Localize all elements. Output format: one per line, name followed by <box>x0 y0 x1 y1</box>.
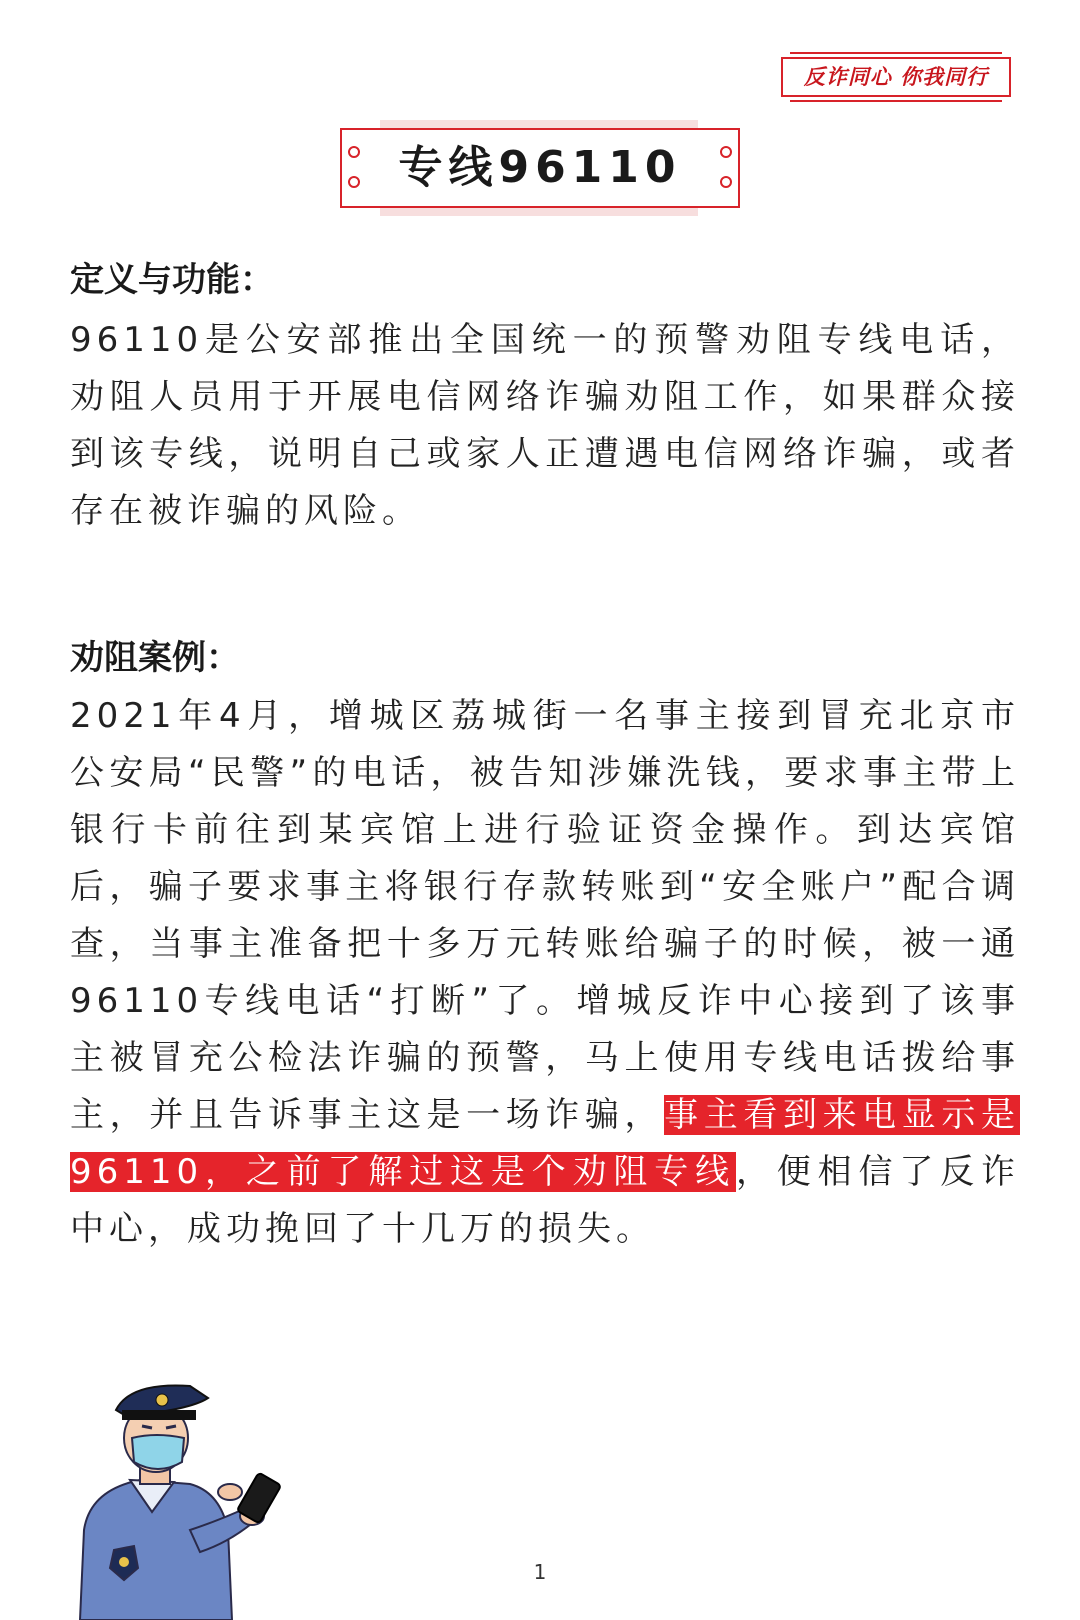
section-heading-definition: 定义与功能： <box>70 260 274 300</box>
title-box <box>340 128 740 208</box>
slogan-text: 反诈同心 你我同行 <box>803 65 989 89</box>
page-title: 专线96110 <box>398 142 682 193</box>
section-body-definition: 96110是公安部推出全国统一的预警劝阻专线电话，劝阻人员用于开展电信网络诈骗劝阻工作，如果群众接到该专线，说明自己或家人正遭遇电信网络诈骗，或者存在被诈骗的风险。 <box>70 320 1020 531</box>
case-highlight: 事主看到来电显示是96110，之前了解过这是个劝阻专线 <box>70 1095 1021 1192</box>
page-number: 1 <box>533 1560 547 1584</box>
section-heading-case: 劝阻案例： <box>70 638 240 678</box>
case-text-end: ，便相信了反诈中心，成功挽回了十几万的损失。 <box>70 1152 1021 1249</box>
slogan-badge <box>780 50 1012 104</box>
case-text: 2021年4月，增城区荔城街一名事主接到冒充北京市公安局“民警”的电话，被告知涉嫌洗钱，要求事主带上银行卡前往到某宾馆上进行验证资金操作。到达宾馆后，骗子要求事主将银行存款转账到“安全账户”配合调查，当事主准备把十多万元转账给骗子的时候，被一通96110专线电话“打断”了。增城反诈中心接到了该事主被冒充公检法诈骗的预警，马上使用专线电话拨给事主，并且告诉事主这是一场诈骗， <box>70 696 1020 1135</box>
section-body-case <box>70 688 1020 1258</box>
police-officer-illustration <box>70 1380 290 1620</box>
